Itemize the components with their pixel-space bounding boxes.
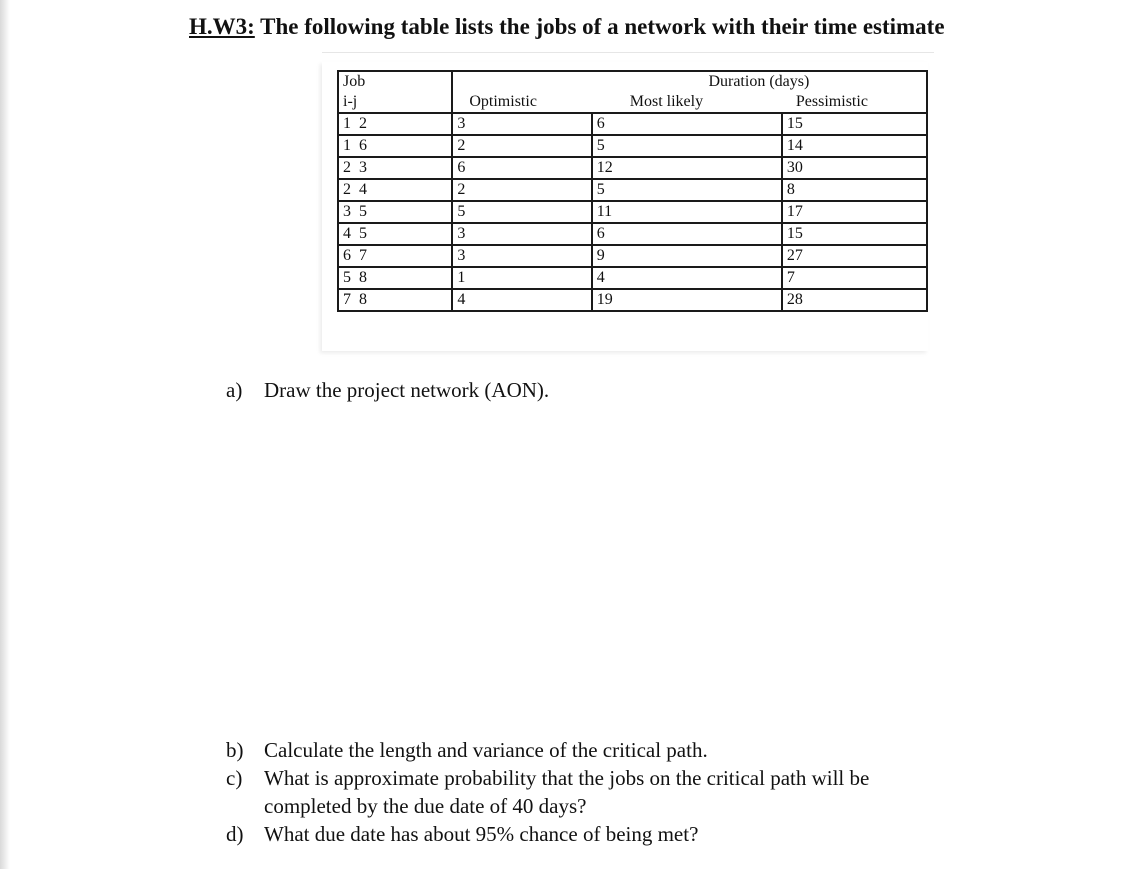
cell-most-likely: 19 bbox=[592, 289, 782, 311]
question-b bbox=[226, 738, 708, 763]
page-title bbox=[189, 14, 945, 40]
question-b-text: Calculate the length and variance of the critical path. bbox=[264, 738, 708, 762]
divider bbox=[322, 52, 934, 53]
jobs-table bbox=[337, 70, 928, 312]
question-a-text: Draw the project network (AON). bbox=[264, 378, 550, 402]
header-duration-label: Duration (days) bbox=[708, 73, 810, 90]
cell-job: 6 7 bbox=[338, 245, 452, 267]
table-row bbox=[338, 267, 927, 289]
cell-pessimistic: 8 bbox=[782, 179, 927, 201]
header-optimistic: Optimistic bbox=[452, 92, 591, 113]
cell-job: 2 4 bbox=[338, 179, 452, 201]
cell-most-likely: 12 bbox=[592, 157, 782, 179]
cell-job: 1 6 bbox=[338, 135, 452, 157]
cell-job: 4 5 bbox=[338, 223, 452, 245]
table-header-row bbox=[338, 71, 927, 92]
cell-pessimistic: 28 bbox=[782, 289, 927, 311]
table-row bbox=[338, 135, 927, 157]
cell-job: 5 8 bbox=[338, 267, 452, 289]
question-a-label: a) bbox=[226, 378, 243, 402]
cell-most-likely: 9 bbox=[592, 245, 782, 267]
cell-optimistic: 3 bbox=[452, 113, 591, 135]
cell-optimistic: 3 bbox=[452, 245, 591, 267]
cell-pessimistic: 14 bbox=[782, 135, 927, 157]
header-most-likely: Most likely bbox=[592, 92, 782, 113]
question-b-label: b) bbox=[226, 738, 244, 762]
cell-job: 3 5 bbox=[338, 201, 452, 223]
cell-most-likely: 11 bbox=[592, 201, 782, 223]
cell-optimistic: 1 bbox=[452, 267, 591, 289]
header-job: Job bbox=[338, 71, 452, 92]
cell-pessimistic: 7 bbox=[782, 267, 927, 289]
question-c-continued bbox=[264, 794, 586, 819]
cell-job: 7 8 bbox=[338, 289, 452, 311]
page-edge-shadow bbox=[0, 0, 10, 869]
cell-optimistic: 6 bbox=[452, 157, 591, 179]
homework-code: H.W3: bbox=[189, 14, 255, 39]
table-row bbox=[338, 157, 927, 179]
cell-pessimistic: 15 bbox=[782, 223, 927, 245]
cell-optimistic: 2 bbox=[452, 179, 591, 201]
question-c-text-line2: completed by the due date of 40 days? bbox=[264, 794, 587, 818]
question-c bbox=[226, 766, 869, 791]
cell-pessimistic: 15 bbox=[782, 113, 927, 135]
cell-pessimistic: 17 bbox=[782, 201, 927, 223]
question-d-label: d) bbox=[226, 822, 244, 846]
header-pessimistic: Pessimistic bbox=[782, 92, 927, 113]
cell-optimistic: 5 bbox=[452, 201, 591, 223]
cell-optimistic: 3 bbox=[452, 223, 591, 245]
cell-optimistic: 4 bbox=[452, 289, 591, 311]
table-row bbox=[338, 201, 927, 223]
question-c-label: c) bbox=[226, 766, 243, 790]
cell-pessimistic: 30 bbox=[782, 157, 927, 179]
header-ij: i-j bbox=[338, 92, 452, 113]
cell-most-likely: 6 bbox=[592, 223, 782, 245]
header-duration bbox=[592, 71, 927, 92]
table-row bbox=[338, 223, 927, 245]
cell-most-likely: 5 bbox=[592, 135, 782, 157]
table-image bbox=[322, 62, 928, 351]
table-subheader-row bbox=[338, 92, 927, 113]
question-d bbox=[226, 822, 698, 847]
title-text: The following table lists the jobs of a network with their time estimate bbox=[260, 14, 945, 39]
cell-job: 2 3 bbox=[338, 157, 452, 179]
cell-job: 1 2 bbox=[338, 113, 452, 135]
cell-pessimistic: 27 bbox=[782, 245, 927, 267]
cell-most-likely: 4 bbox=[592, 267, 782, 289]
question-a bbox=[226, 378, 549, 403]
cell-optimistic: 2 bbox=[452, 135, 591, 157]
table-row bbox=[338, 289, 927, 311]
cell-most-likely: 6 bbox=[592, 113, 782, 135]
table-row bbox=[338, 179, 927, 201]
question-d-text: What due date has about 95% chance of being met? bbox=[264, 822, 699, 846]
table-body bbox=[338, 113, 927, 311]
cell-most-likely: 5 bbox=[592, 179, 782, 201]
table-row bbox=[338, 245, 927, 267]
table-row bbox=[338, 113, 927, 135]
header-blank bbox=[452, 71, 591, 92]
question-c-text-line1: What is approximate probability that the jobs on the critical path will be bbox=[264, 766, 870, 790]
